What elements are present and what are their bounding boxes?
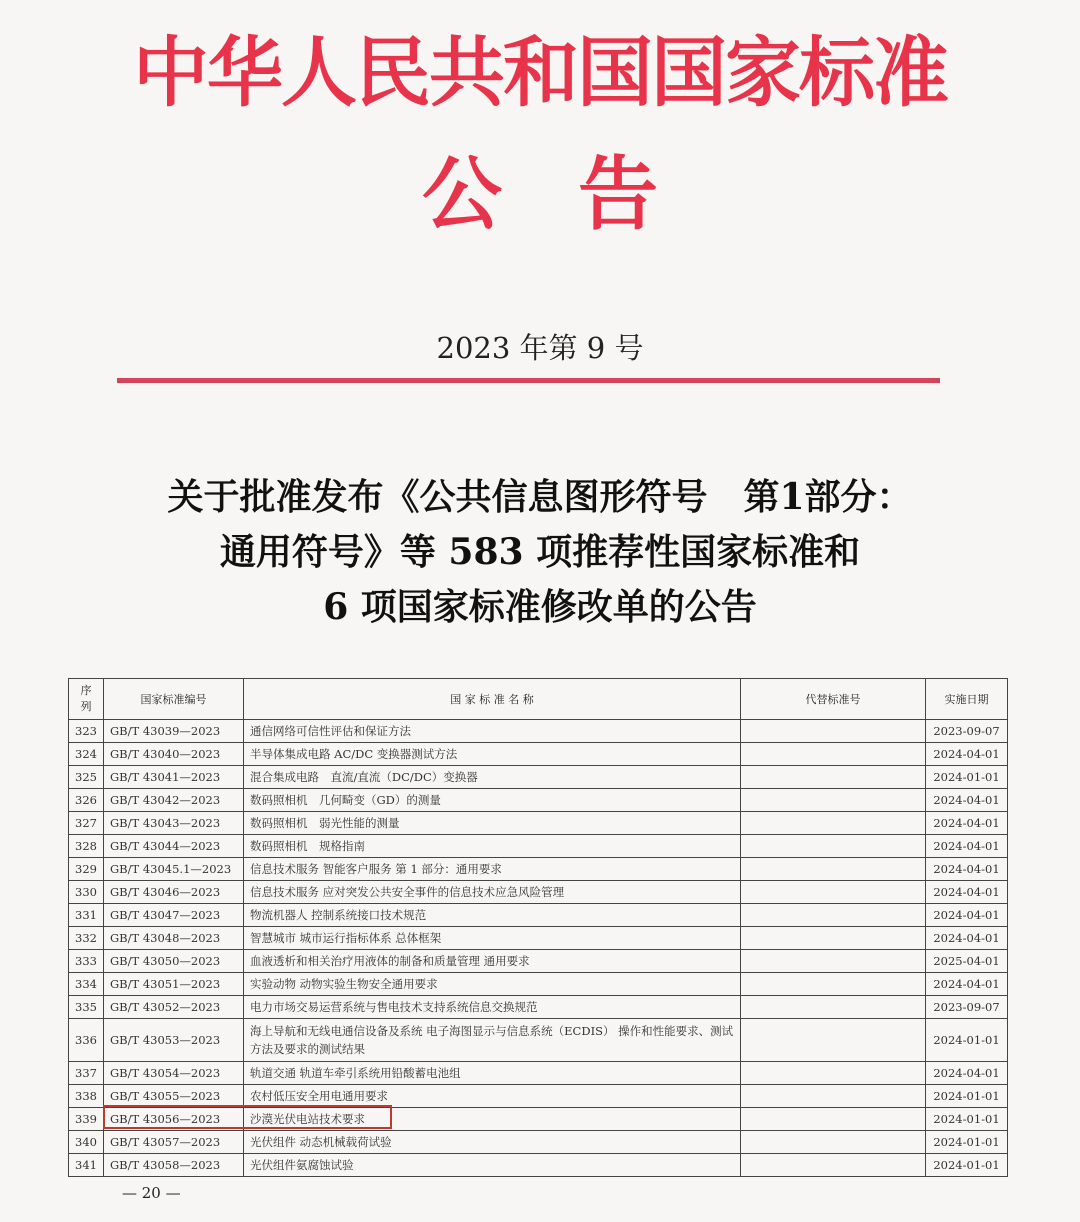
row-name: 物流机器人 控制系统接口技术规范 <box>244 904 741 927</box>
row-code: GB/T 43045.1—2023 <box>104 858 244 881</box>
table-row <box>69 927 1008 950</box>
standard-header-title: 中华人民共和国国家标准 <box>133 28 947 117</box>
table-header-row <box>69 679 1008 720</box>
row-date: 2024-04-01 <box>926 973 1008 996</box>
row-code: GB/T 43057—2023 <box>104 1131 244 1154</box>
table-row <box>69 789 1008 812</box>
row-seq: 337 <box>69 1062 104 1085</box>
page-number: — 20 — <box>122 1184 181 1202</box>
table-row <box>69 881 1008 904</box>
row-seq: 328 <box>69 835 104 858</box>
header-date: 实施日期 <box>926 679 1008 720</box>
row-date: 2024-01-01 <box>926 1108 1008 1131</box>
row-name: 电力市场交易运营系统与售电技术支持系统信息交换规范 <box>244 996 741 1019</box>
row-replace <box>741 812 926 835</box>
header-seq <box>69 679 104 720</box>
table-row <box>69 904 1008 927</box>
row-replace <box>741 789 926 812</box>
row-replace <box>741 950 926 973</box>
row-code: GB/T 43055—2023 <box>104 1085 244 1108</box>
row-name: 智慧城市 城市运行指标体系 总体框架 <box>244 927 741 950</box>
row-name: 混合集成电路 直流/直流（DC/DC）变换器 <box>244 766 741 789</box>
row-seq: 338 <box>69 1085 104 1108</box>
row-code: GB/T 43058—2023 <box>104 1154 244 1177</box>
announcement-label: 公告 <box>422 148 734 241</box>
document-title-line-3: 6 项国家标准修改单的公告 <box>323 586 757 628</box>
issue-number: 2023 年第 9 号 <box>436 331 644 365</box>
header-code: 国家标准编号 <box>104 679 244 720</box>
row-date: 2024-04-01 <box>926 743 1008 766</box>
row-date: 2023-09-07 <box>926 996 1008 1019</box>
row-date: 2024-04-01 <box>926 835 1008 858</box>
table-row <box>69 950 1008 973</box>
table-row <box>69 858 1008 881</box>
row-code: GB/T 43044—2023 <box>104 835 244 858</box>
header-replace: 代替标准号 <box>741 679 926 720</box>
row-name: 轨道交通 轨道车牵引系统用铅酸蓄电池组 <box>244 1062 741 1085</box>
row-seq: 334 <box>69 973 104 996</box>
row-name: 半导体集成电路 AC/DC 变换器测试方法 <box>244 743 741 766</box>
row-name: 农村低压安全用电通用要求 <box>244 1085 741 1108</box>
row-name: 数码照相机 几何畸变（GD）的测量 <box>244 789 741 812</box>
row-code: GB/T 43040—2023 <box>104 743 244 766</box>
row-replace <box>741 743 926 766</box>
row-date: 2024-01-01 <box>926 766 1008 789</box>
row-code: GB/T 43046—2023 <box>104 881 244 904</box>
document-title-line-1: 关于批准发布《公共信息图形符号 第1部分： <box>167 476 913 518</box>
row-name: 信息技术服务 应对突发公共安全事件的信息技术应急风险管理 <box>244 881 741 904</box>
row-date: 2023-09-07 <box>926 720 1008 743</box>
row-date: 2025-04-01 <box>926 950 1008 973</box>
row-seq: 327 <box>69 812 104 835</box>
row-replace <box>741 835 926 858</box>
row-replace <box>741 1108 926 1131</box>
row-seq: 340 <box>69 1131 104 1154</box>
row-date: 2024-01-01 <box>926 1085 1008 1108</box>
row-seq: 335 <box>69 996 104 1019</box>
row-replace <box>741 1154 926 1177</box>
row-date: 2024-04-01 <box>926 858 1008 881</box>
row-seq: 336 <box>69 1019 104 1062</box>
header-seq-text: 序 列 <box>80 684 92 713</box>
row-code: GB/T 43051—2023 <box>104 973 244 996</box>
table-row <box>69 766 1008 789</box>
header-name: 国 家 标 准 名 称 <box>244 679 741 720</box>
row-replace <box>741 720 926 743</box>
row-date: 2024-04-01 <box>926 1062 1008 1085</box>
row-date: 2024-04-01 <box>926 812 1008 835</box>
row-code: GB/T 43053—2023 <box>104 1019 244 1062</box>
row-seq: 341 <box>69 1154 104 1177</box>
row-name: 沙漠光伏电站技术要求 <box>244 1108 741 1131</box>
row-seq: 333 <box>69 950 104 973</box>
row-seq: 329 <box>69 858 104 881</box>
row-name: 海上导航和无线电通信设备及系统 电子海图显示与信息系统（ECDIS） 操作和性能要求、测试方法及要求的测试结果 <box>244 1019 741 1062</box>
document-title-line-2: 通用符号》等 583 项推荐性国家标准和 <box>219 531 861 573</box>
row-date: 2024-04-01 <box>926 927 1008 950</box>
row-seq: 332 <box>69 927 104 950</box>
row-date: 2024-01-01 <box>926 1131 1008 1154</box>
row-name: 通信网络可信性评估和保证方法 <box>244 720 741 743</box>
row-seq: 324 <box>69 743 104 766</box>
row-replace <box>741 766 926 789</box>
row-seq: 330 <box>69 881 104 904</box>
row-replace <box>741 927 926 950</box>
row-date: 2024-04-01 <box>926 881 1008 904</box>
row-replace <box>741 1019 926 1062</box>
row-name: 数码照相机 弱光性能的测量 <box>244 812 741 835</box>
row-replace <box>741 1085 926 1108</box>
table-row <box>69 1019 1008 1062</box>
table-row <box>69 1154 1008 1177</box>
row-seq: 325 <box>69 766 104 789</box>
row-replace <box>741 1062 926 1085</box>
row-replace <box>741 973 926 996</box>
row-replace <box>741 881 926 904</box>
row-code: GB/T 43042—2023 <box>104 789 244 812</box>
row-name: 实验动物 动物实验生物安全通用要求 <box>244 973 741 996</box>
row-seq: 331 <box>69 904 104 927</box>
highlight-box <box>103 1105 392 1129</box>
row-date: 2024-01-01 <box>926 1154 1008 1177</box>
row-code: GB/T 43039—2023 <box>104 720 244 743</box>
row-name: 光伏组件 动态机械载荷试验 <box>244 1131 741 1154</box>
row-code: GB/T 43056—2023 <box>104 1108 244 1131</box>
row-code: GB/T 43052—2023 <box>104 996 244 1019</box>
row-code: GB/T 43043—2023 <box>104 812 244 835</box>
table-row <box>69 720 1008 743</box>
row-code: GB/T 43050—2023 <box>104 950 244 973</box>
table-row <box>69 973 1008 996</box>
row-seq: 323 <box>69 720 104 743</box>
row-code: GB/T 43048—2023 <box>104 927 244 950</box>
table-row <box>69 743 1008 766</box>
row-replace <box>741 904 926 927</box>
row-name: 血液透析和相关治疗用液体的制备和质量管理 通用要求 <box>244 950 741 973</box>
red-divider <box>117 378 940 383</box>
row-date: 2024-04-01 <box>926 789 1008 812</box>
row-name: 信息技术服务 智能客户服务 第 1 部分：通用要求 <box>244 858 741 881</box>
table-row <box>69 812 1008 835</box>
table-row <box>69 835 1008 858</box>
row-seq: 339 <box>69 1108 104 1131</box>
row-date: 2024-04-01 <box>926 904 1008 927</box>
table-row <box>69 1131 1008 1154</box>
table-row <box>69 996 1008 1019</box>
row-name: 数码照相机 规格指南 <box>244 835 741 858</box>
row-seq: 326 <box>69 789 104 812</box>
row-replace <box>741 858 926 881</box>
row-name: 光伏组件氨腐蚀试验 <box>244 1154 741 1177</box>
standards-table <box>68 678 1008 1177</box>
document-title <box>60 470 1020 635</box>
row-replace <box>741 1131 926 1154</box>
row-date: 2024-01-01 <box>926 1019 1008 1062</box>
row-code: GB/T 43041—2023 <box>104 766 244 789</box>
row-code: GB/T 43054—2023 <box>104 1062 244 1085</box>
row-code: GB/T 43047—2023 <box>104 904 244 927</box>
row-replace <box>741 996 926 1019</box>
table-row <box>69 1062 1008 1085</box>
